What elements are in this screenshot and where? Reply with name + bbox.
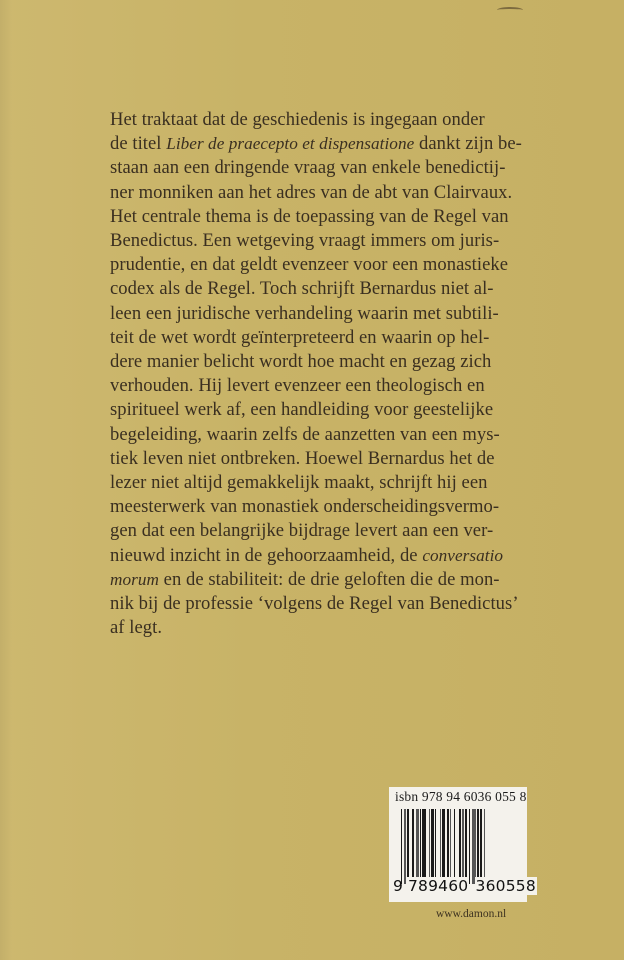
blurb-line: verhouden. Hij levert evenzeer een theologisch en [110, 375, 485, 397]
italic-title: Liber de praecepto et dispensatione [166, 134, 415, 154]
isbn-digits [393, 877, 536, 895]
isbn-label: isbn 978 94 6036 055 8 [395, 789, 527, 804]
publisher-url: www.damon.nl [436, 908, 507, 920]
isbn-digits-left: 789460 [408, 877, 469, 895]
blurb-line: af legt. [110, 617, 163, 639]
blurb-line: spiritueel werk af, een handleiding voor geestelijke [110, 399, 494, 421]
italic-title: conversatio [422, 545, 504, 565]
blurb-line: teit de wet wordt geïnterpreteerd en waarin op hel- [110, 326, 490, 348]
blurb-line: de titel Liber de praecepto et dispensatione dankt zijn be- [110, 133, 522, 155]
blurb-line: meesterwerk van monastiek onderscheidingsvermo- [110, 496, 500, 518]
scuff-mark [497, 7, 523, 13]
blurb-line: nik bij de professie ‘volgens de Regel van Benedictus’ [110, 593, 519, 615]
blurb-text [110, 108, 550, 640]
blurb-line: Benedictus. Een wetgeving vraagt immers om juris- [110, 230, 500, 252]
blurb-line: gen dat een belangrijke bijdrage levert aan een ver- [110, 520, 494, 542]
blurb-line: morum en de stabiliteit: de drie geloften die de mon- [110, 568, 500, 590]
blurb-line: staan aan een dringende vraag van enkele benedictij- [110, 157, 506, 179]
blurb-line: dere manier belicht wordt hoe macht en gezag zich [110, 351, 492, 373]
italic-title: morum [110, 569, 159, 589]
blurb-line: tiek leven niet ontbreken. Hoewel Bernardus het de [110, 447, 495, 469]
blurb-line: prudentie, en dat geldt evenzeer voor een monastieke [110, 254, 509, 276]
blurb-line: begeleiding, waarin zelfs de aanzetten van een mys- [110, 423, 500, 445]
blurb-line: codex als de Regel. Toch schrijft Bernardus niet al- [110, 278, 494, 300]
isbn-digits-right: 360558 [475, 877, 536, 895]
isbn-barcode-block [389, 787, 536, 902]
blurb-line: ner monniken aan het adres van de abt van Clairvaux. [110, 181, 513, 203]
blurb-line: Het centrale thema is de toepassing van de Regel van [110, 205, 509, 227]
blurb-line: nieuwd inzicht in de gehoorzaamheid, de conversatio [110, 544, 504, 566]
blurb-line: leen een juridische verhandeling waarin met subtili- [110, 302, 499, 324]
blurb-line: lezer niet altijd gemakkelijk maakt, schrijft hij een [110, 472, 488, 494]
blurb-line: Het traktaat dat de geschiedenis is ingegaan onder [110, 109, 485, 130]
isbn-digit-first: 9 [393, 877, 404, 895]
spine-shadow [0, 0, 12, 960]
barcode [401, 809, 517, 884]
